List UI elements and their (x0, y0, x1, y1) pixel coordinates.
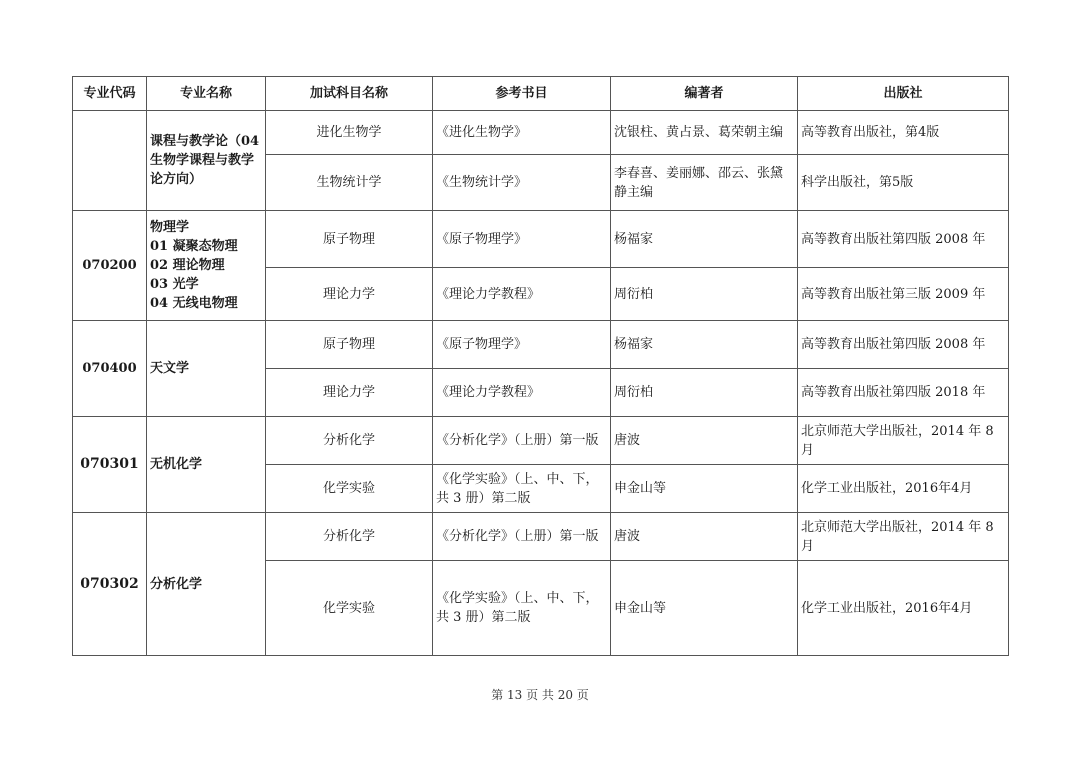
header-row (73, 77, 1009, 111)
reference-book-cell: 《分析化学》（上册）第一版 (433, 513, 611, 561)
reference-book-cell: 《原子物理学》 (433, 211, 611, 268)
major-name-cell (147, 321, 266, 417)
major-code-cell (73, 111, 147, 211)
exam-subject-cell: 理论力学 (266, 369, 433, 417)
major-name-line: 02 理论物理 (150, 258, 225, 273)
page-number-footer: 第 13 页 共 20 页 (491, 688, 589, 702)
table-row (73, 111, 1009, 155)
major-code-cell: 070200 (73, 211, 147, 321)
major-code-cell: 070301 (73, 417, 147, 513)
reference-book-cell: 《进化生物学》 (433, 111, 611, 155)
exam-subject-cell: 理论力学 (266, 268, 433, 321)
major-name-line: 课程与教学论（04 (150, 134, 260, 149)
author-cell: 周衍柏 (611, 268, 798, 321)
publisher-cell: 北京师范大学出版社，2014 年 8 月 (798, 513, 1009, 561)
exam-subject-cell: 原子物理 (266, 211, 433, 268)
major-name-cell (147, 111, 266, 211)
publisher-cell: 化学工业出版社，2016年4月 (798, 561, 1009, 656)
exam-subject-cell: 进化生物学 (266, 111, 433, 155)
table-row (73, 211, 1009, 268)
header-major-name: 专业名称 (147, 77, 266, 111)
author-cell: 唐波 (611, 417, 798, 465)
header-author: 编著者 (611, 77, 798, 111)
major-code-cell: 070302 (73, 513, 147, 656)
reference-book-cell: 《化学实验》（上、中、下，共 3 册）第二版 (433, 465, 611, 513)
author-cell: 杨福家 (611, 211, 798, 268)
author-cell: 沈银柱、黄占景、葛荣朝主编 (611, 111, 798, 155)
major-name-line: 01 凝聚态物理 (150, 239, 238, 254)
header-exam-subject: 加试科目名称 (266, 77, 433, 111)
exam-subject-cell: 化学实验 (266, 465, 433, 513)
exam-subject-cell: 原子物理 (266, 321, 433, 369)
table-row (73, 417, 1009, 465)
author-cell: 李春喜、姜丽娜、邵云、张黛静主编 (611, 155, 798, 211)
major-name-line: 天文学 (150, 361, 190, 376)
publisher-cell: 高等教育出版社第四版 2018 年 (798, 369, 1009, 417)
reference-book-cell: 《生物统计学》 (433, 155, 611, 211)
major-name-line: 04 无线电物理 (150, 296, 238, 311)
author-cell: 杨福家 (611, 321, 798, 369)
table-row (73, 513, 1009, 561)
major-code-cell: 070400 (73, 321, 147, 417)
reference-book-cell: 《理论力学教程》 (433, 369, 611, 417)
publisher-cell: 北京师范大学出版社，2014 年 8 月 (798, 417, 1009, 465)
header-publisher: 出版社 (798, 77, 1009, 111)
publisher-cell: 高等教育出版社，第4版 (798, 111, 1009, 155)
major-name-line: 无机化学 (150, 457, 203, 472)
reference-book-cell: 《理论力学教程》 (433, 268, 611, 321)
major-name-line: 物理学 (150, 220, 190, 235)
exam-subject-cell: 分析化学 (266, 513, 433, 561)
publisher-cell: 高等教育出版社第四版 2008 年 (798, 321, 1009, 369)
major-name-cell (147, 417, 266, 513)
reference-book-cell: 《原子物理学》 (433, 321, 611, 369)
reference-book-cell: 《分析化学》（上册）第一版 (433, 417, 611, 465)
major-name-cell (147, 211, 266, 321)
publisher-cell: 高等教育出版社第四版 2008 年 (798, 211, 1009, 268)
major-name-line: 03 光学 (150, 277, 199, 292)
table-row (73, 321, 1009, 369)
author-cell: 唐波 (611, 513, 798, 561)
exam-subject-cell: 生物统计学 (266, 155, 433, 211)
major-name-cell (147, 513, 266, 656)
publisher-cell: 高等教育出版社第三版 2009 年 (798, 268, 1009, 321)
major-name-line: 论方向） (150, 172, 203, 187)
header-major-code: 专业代码 (73, 77, 147, 111)
author-cell: 周衍柏 (611, 369, 798, 417)
author-cell: 申金山等 (611, 561, 798, 656)
reference-book-cell: 《化学实验》（上、中、下，共 3 册）第二版 (433, 561, 611, 656)
major-name-line: 生物学课程与教学 (150, 153, 255, 168)
author-cell: 申金山等 (611, 465, 798, 513)
exam-subject-cell: 化学实验 (266, 561, 433, 656)
major-name-line: 分析化学 (150, 576, 203, 592)
publisher-cell: 科学出版社，第5版 (798, 155, 1009, 211)
exam-subject-cell: 分析化学 (266, 417, 433, 465)
subject-reference-table (72, 76, 1009, 656)
header-reference-book: 参考书目 (433, 77, 611, 111)
publisher-cell: 化学工业出版社，2016年4月 (798, 465, 1009, 513)
